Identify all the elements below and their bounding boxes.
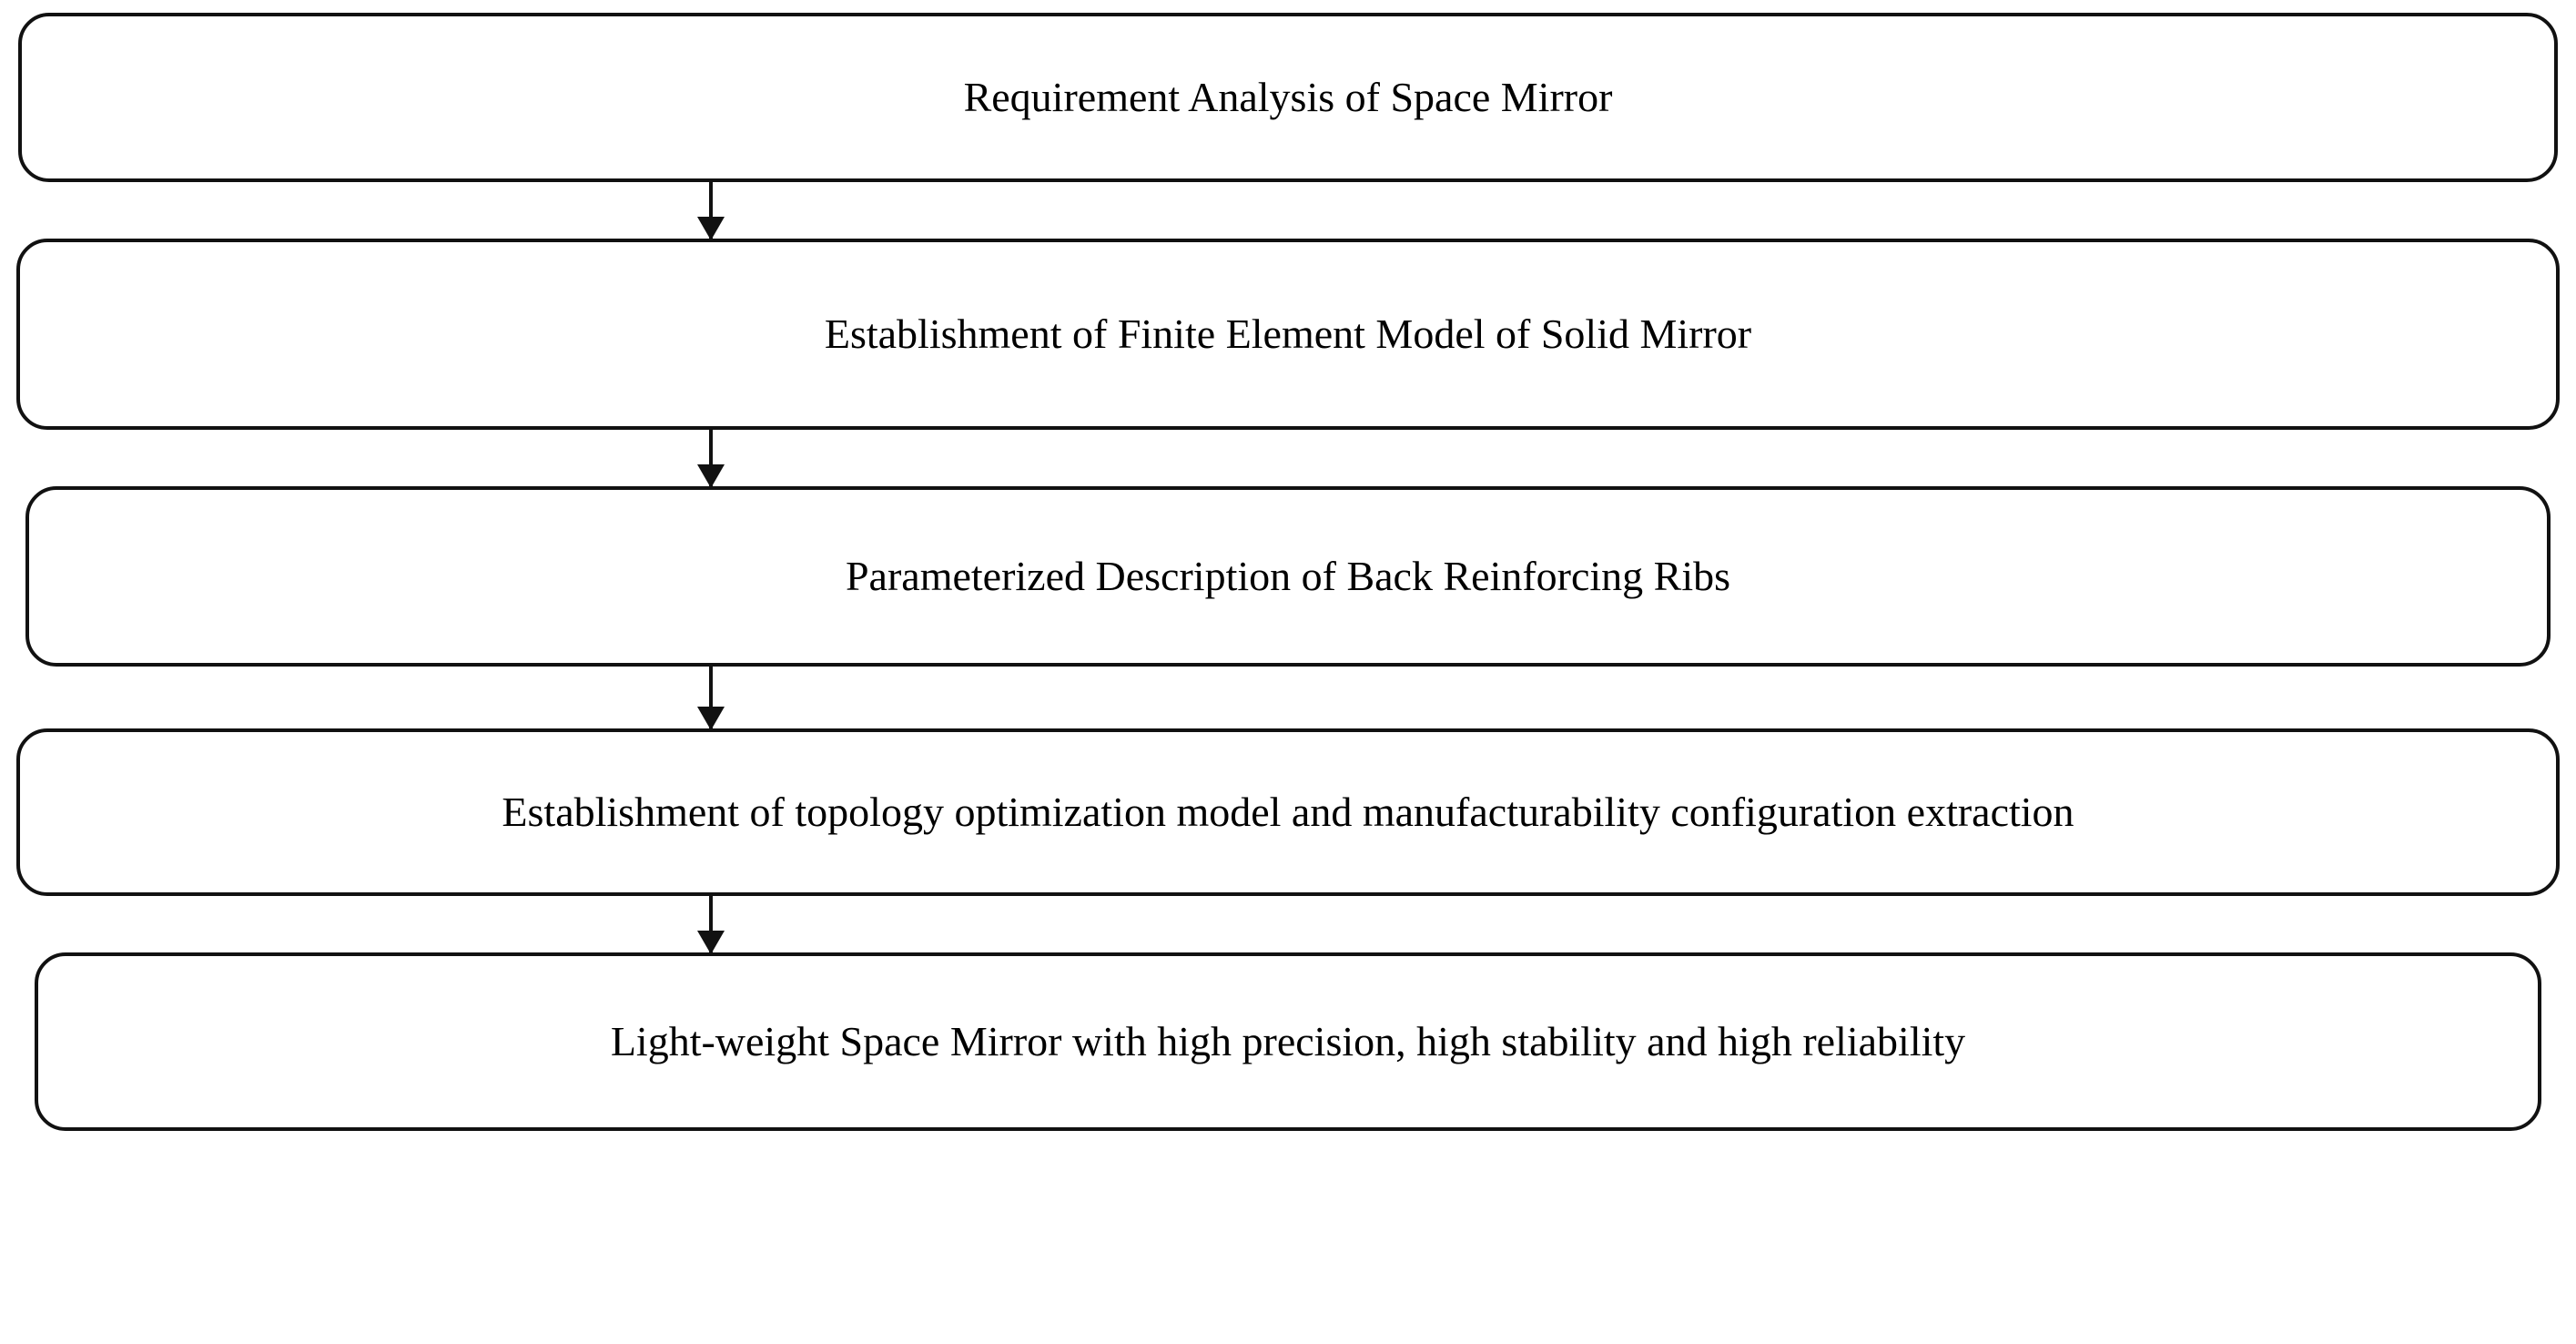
- down-arrow-icon: [697, 931, 725, 954]
- flow-node-topology-optimization: [16, 728, 2560, 896]
- flow-node-lightweight-space-mirror: [35, 952, 2541, 1131]
- flow-node-parameterized-description: [25, 486, 2551, 667]
- flow-node-finite-element-model: [16, 239, 2560, 430]
- down-arrow-icon: [697, 464, 725, 488]
- flow-connector-1: [16, 182, 2560, 239]
- flow-node-label: Establishment of Finite Element Model of Solid Mirror: [824, 311, 1752, 358]
- down-arrow-icon: [697, 217, 725, 240]
- down-arrow-icon: [697, 707, 725, 730]
- flow-connector-3: [16, 667, 2560, 728]
- flow-node-label: Parameterized Description of Back Reinforcing Ribs: [845, 553, 1731, 600]
- flow-node-label: Establishment of topology optimization model and manufacturability configuration extraction: [502, 789, 2074, 836]
- flow-node-label: Requirement Analysis of Space Mirror: [963, 74, 1613, 121]
- flow-node-requirement-analysis: [18, 13, 2558, 182]
- flow-connector-2: [16, 430, 2560, 486]
- flow-connector-4: [16, 896, 2560, 952]
- flow-node-label: Light-weight Space Mirror with high precision, high stability and high reliability: [610, 1018, 1966, 1065]
